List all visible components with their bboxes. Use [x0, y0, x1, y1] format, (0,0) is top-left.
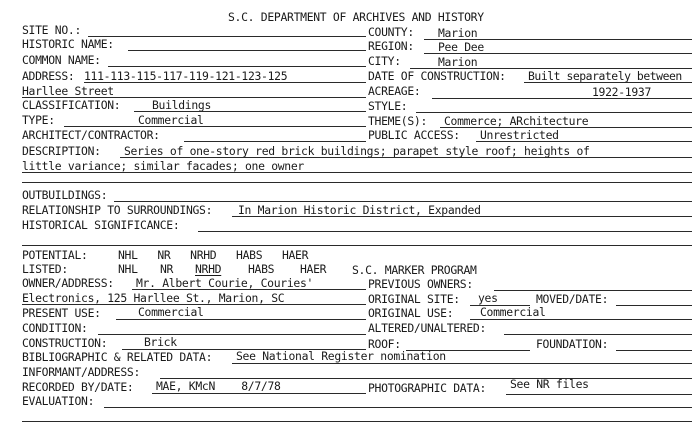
present-use-label: PRESENT USE:	[22, 306, 101, 320]
listed-nhl: NHL	[118, 262, 138, 276]
date-of-construction-label: DATE OF CONSTRUCTION:	[368, 69, 506, 83]
county-label: COUNTY:	[368, 25, 414, 39]
historic-name-label: HISTORIC NAME:	[22, 37, 114, 51]
altered-unaltered-line	[504, 334, 692, 335]
foundation-label: FOUNDATION:	[536, 337, 609, 351]
classification-value: Buildings	[152, 98, 212, 112]
description-rule2	[22, 172, 692, 173]
description-line2: little variance; similar facades; one owner	[22, 159, 304, 173]
moved-date-label: MOVED/DATE:	[536, 292, 609, 306]
acreage-value: 1922-1937	[592, 85, 652, 99]
relationship-line	[232, 216, 692, 217]
address-value: 111-113-115-117-119-121-123-125	[84, 69, 288, 83]
construction-value: Brick	[144, 335, 177, 349]
bibliographic-line	[232, 363, 692, 364]
bibliographic-value: See National Register nomination	[236, 349, 446, 363]
photographic-data-label: PHOTOGRAPHIC DATA:	[368, 381, 487, 395]
type-line	[64, 126, 366, 127]
acreage-line	[432, 98, 692, 99]
type-label: TYPE:	[22, 113, 55, 127]
outbuildings-line	[114, 201, 692, 202]
style-line	[416, 112, 692, 113]
evaluation-rule2	[22, 421, 692, 422]
listed-nrhd: NRHD	[195, 262, 222, 276]
marker-program-label: S.C. MARKER PROGRAM	[352, 263, 477, 277]
potential-options: NHL NR NRHD HABS HAER	[118, 248, 309, 262]
relationship-value: In Marion Historic District, Expanded	[238, 203, 481, 217]
owner-value: Mr. Albert Courie, Couries'	[136, 276, 314, 290]
themes-value: Commerce; ARchitecture	[444, 114, 589, 128]
listed-haer: HAER	[300, 262, 327, 276]
description-rule1	[120, 157, 692, 158]
roof-label: ROOF:	[368, 337, 401, 351]
condition-line	[98, 334, 366, 335]
classification-line	[134, 111, 366, 112]
recorded-by-label: RECORDED BY/DATE:	[22, 380, 134, 394]
common-name-label: COMMON NAME:	[22, 53, 101, 67]
bibliographic-label: BIBLIOGRAPHIC & RELATED DATA:	[22, 350, 213, 364]
owner-label: OWNER/ADDRESS:	[22, 276, 114, 290]
original-use-label: ORIGINAL USE:	[368, 306, 454, 320]
previous-owners-line	[494, 290, 692, 291]
style-label: STYLE:	[368, 99, 408, 113]
classification-label: CLASSIFICATION:	[22, 98, 121, 112]
description-line1: Series of one-story red brick buildings; parapet style roof; heights of	[124, 144, 590, 158]
architect-label: ARCHITECT/CONTRACTOR:	[22, 128, 160, 142]
form-title: S.C. DEPARTMENT OF ARCHIVES AND HISTORY	[228, 10, 484, 24]
relationship-label: RELATIONSHIP TO SURROUNDINGS:	[22, 203, 213, 217]
owner-line	[132, 289, 366, 290]
region-label: REGION:	[368, 39, 414, 53]
site-no-label: SITE NO.:	[22, 23, 82, 37]
photographic-data-line	[506, 394, 692, 395]
photographic-data-value: See NR files	[510, 377, 589, 391]
moved-date-line	[616, 305, 692, 306]
public-access-label: PUBLIC ACCESS:	[368, 128, 460, 142]
original-site-label: ORIGINAL SITE:	[368, 292, 460, 306]
historical-significance-rule2	[22, 245, 692, 246]
acreage-label: ACREAGE:	[368, 84, 421, 98]
evaluation-label: EVALUATION:	[22, 394, 95, 408]
date-of-construction-line	[524, 82, 692, 83]
address-label: ADDRESS:	[22, 69, 75, 83]
outbuildings-label: OUTBUILDINGS:	[22, 188, 108, 202]
present-use-line	[116, 319, 366, 320]
condition-label: CONDITION:	[22, 321, 88, 335]
present-use-value: Commercial	[138, 305, 204, 319]
original-site-value: yes	[478, 291, 498, 305]
type-value: Commercial	[138, 113, 204, 127]
county-value: Marion	[438, 26, 478, 40]
address-line	[84, 82, 366, 83]
city-label: CITY:	[368, 54, 401, 68]
listed-nr: NR	[160, 262, 174, 276]
common-name-line	[108, 66, 366, 67]
construction-label: CONSTRUCTION:	[22, 336, 108, 350]
site-no-line	[88, 36, 366, 37]
historical-significance-label: HISTORICAL SIGNIFICANCE:	[22, 218, 180, 232]
foundation-line	[616, 350, 692, 351]
architect-line	[184, 141, 366, 142]
historic-name-line	[128, 50, 366, 51]
original-use-value: Commercial	[480, 305, 546, 319]
historical-significance-line	[198, 231, 692, 232]
date-of-construction-value: Built separately between	[528, 69, 682, 83]
recorded-by-value: MAE, KMcN 8/7/78	[156, 379, 281, 393]
owner-line2: Electronics, 125 Harllee St., Marion, SC	[22, 291, 285, 305]
section-divider	[22, 182, 692, 183]
recorded-by-line	[152, 393, 366, 394]
listed-label: LISTED:	[22, 262, 68, 276]
altered-unaltered-label: ALTERED/UNALTERED:	[368, 321, 487, 335]
listed-habs: HABS	[248, 262, 275, 276]
region-value: Pee Dee	[438, 40, 484, 54]
informant-label: INFORMANT/ADDRESS:	[22, 365, 141, 379]
public-access-value: Unrestricted	[480, 128, 559, 142]
themes-line	[440, 127, 692, 128]
region-line	[424, 53, 692, 54]
public-access-line	[476, 141, 692, 142]
potential-label: POTENTIAL:	[22, 248, 88, 262]
description-label: DESCRIPTION:	[22, 144, 101, 158]
address-line2: Harllee Street	[22, 84, 114, 98]
evaluation-line	[104, 407, 692, 408]
original-use-line	[470, 319, 692, 320]
themes-label: THEME(S):	[368, 114, 428, 128]
previous-owners-label: PREVIOUS OWNERS:	[368, 277, 473, 291]
city-value: Marion	[438, 55, 478, 69]
